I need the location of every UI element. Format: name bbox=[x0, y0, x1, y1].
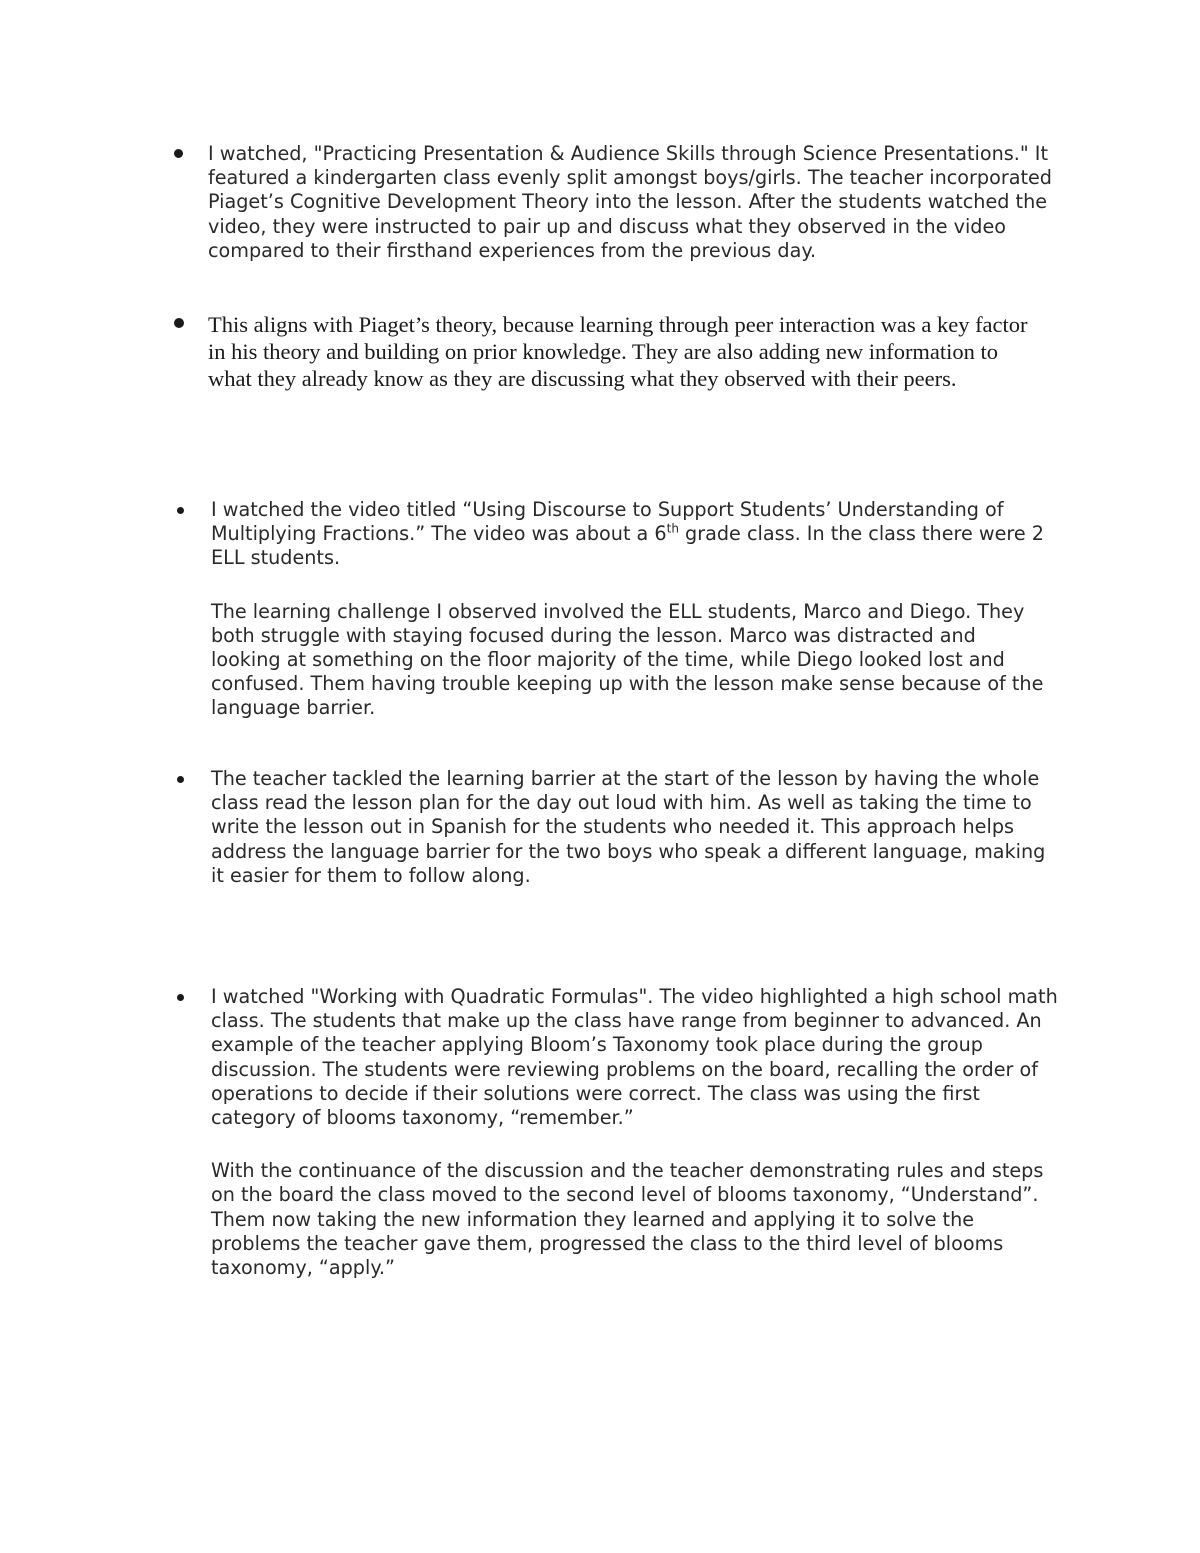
bullet-item-3-text-after: grade class. In the class there were 2 ELL students. bbox=[211, 522, 1044, 570]
bullet-icon bbox=[177, 994, 184, 1001]
bullet-item-5-paragraph-2: With the continuance of the discussion and the teacher demonstrating rules and steps on the board the class moved to the second level of blooms taxonomy, “Understand”. Them now taking the new information they learned and applying it to solve the problems the teacher gave them, progressed the class to the third level of blooms taxonomy, “apply.” bbox=[211, 1159, 1044, 1280]
bullet-item-5 bbox=[211, 985, 1061, 1280]
bullet-item-5-text: I watched "Working with Quadratic Formulas". The video highlighted a high school math class. The students that make up the class have range from beginner to advanced. An example of the teacher applying Bloom’s Taxonomy took place during the group discussion. The students were reviewing problems on the board, recalling the order of operations to decide if their solutions were correct. The class was using the first category of blooms taxonomy, “remember.” bbox=[211, 985, 1058, 1130]
bullet-icon bbox=[174, 318, 184, 328]
bullet-item-3-text-before: I watched the video titled “Using Discourse to Support Students’ Understanding of Multiplying Fractions.” The video was about a 6 bbox=[211, 498, 1004, 546]
bullet-icon bbox=[177, 507, 184, 514]
bullet-item-4-text: The teacher tackled the learning barrier at the start of the lesson by having the whole class read the lesson plan for the day out loud with him. As well as taking the time to write the lesson out in Spanish for the students who needed it. This approach helps address the language barrier for the two boys who speak a different language, making it easier for them to follow along. bbox=[211, 767, 1046, 887]
bullet-item-3-text bbox=[211, 498, 1051, 571]
bullet-item-1 bbox=[208, 142, 1068, 263]
ordinal-suffix: th bbox=[666, 521, 679, 536]
bullet-item-1-text: I watched, "Practicing Presentation & Audience Skills through Science Presentations." It featured a kindergarten class evenly split amongst boys/girls. The teacher incorporated Piaget’s Cognitive Development Theory into the lesson. After the students watched the video, they were instructed to pair up and discuss what they observed in the video compared to their firsthand experiences from the previous day. bbox=[208, 142, 1052, 262]
bullet-item-4 bbox=[211, 767, 1051, 888]
bullet-icon bbox=[174, 149, 183, 158]
bullet-item-3 bbox=[211, 498, 1051, 721]
bullet-item-3-paragraph-2: The learning challenge I observed involved the ELL students, Marco and Diego. They both struggle with staying focused during the lesson. Marco was distracted and looking at something on the floor majority of the time, while Diego looked lost and confused. Them having trouble keeping up with the lesson make sense because of the language barrier. bbox=[211, 599, 1044, 720]
bullet-item-2 bbox=[208, 311, 1038, 392]
bullet-item-2-text: This aligns with Piaget’s theory, because learning through peer interaction was a key factor in his theory and building on prior knowledge. They are also adding new information to what they already know as they are discussing what they observed with their peers. bbox=[208, 312, 1028, 391]
bullet-icon bbox=[177, 776, 184, 783]
